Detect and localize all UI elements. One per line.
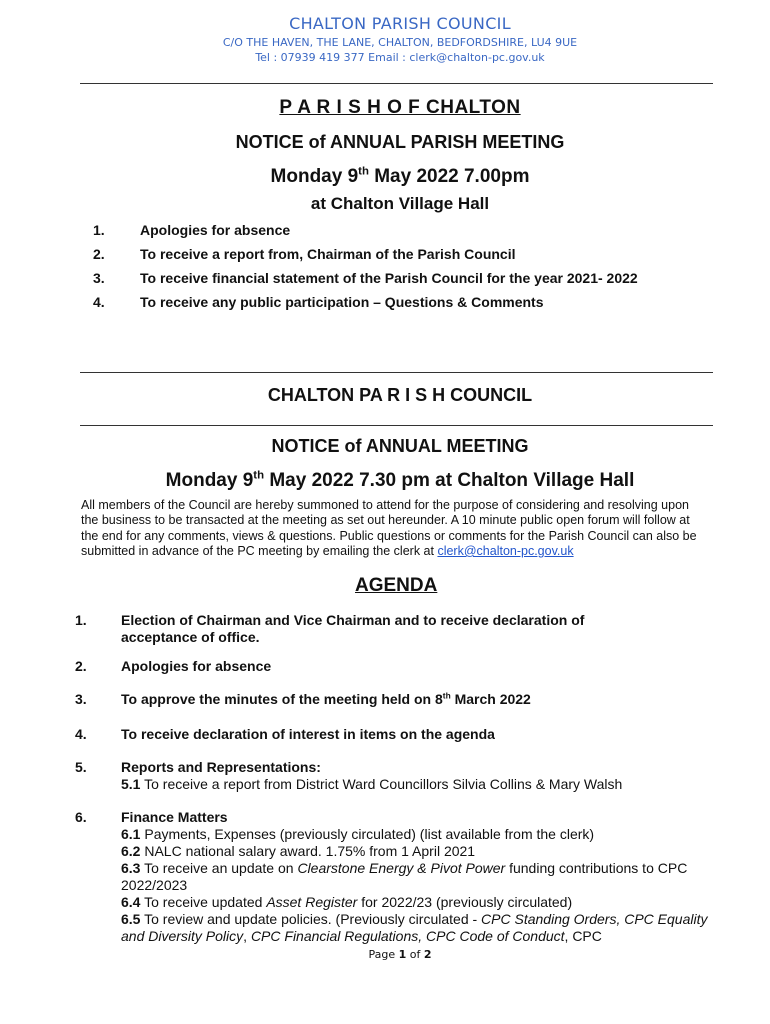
agenda-item-number: 3. [75,691,87,707]
section-divider [80,372,713,373]
agenda-item-number: 5. [75,759,87,775]
annual-meeting-title: NOTICE of ANNUAL MEETING [271,436,529,456]
agenda-item-3: To approve the minutes of the meeting held on 8th March 2022 [121,690,531,707]
agenda-item-6: Finance Matters 6.1 Payments, Expenses (previously circulated) (list available from the clerk) 6.2 NALC national salary award. 1.75% from 1 April 2021 6.3 To receive an update on Clearstone Energy & Pivot Power funding contributions to CPC 2022/2023 6.4 To receive updated Asset Register for 2022/23 (previously circulated) 6.5 To review and update policies. (Previously circulated - CPC Standing Orders, CPC Equality and Diversity Policy, CPC Financial Regulations, CPC Code of Conduct, CPC [121,809,708,944]
parish-meeting-venue: at Chalton Village Hall [310,194,490,213]
parish-title: P A R I S H O F CHALTON [279,97,521,118]
agenda-item-number: 4. [75,726,87,742]
header-divider [80,83,713,84]
clerk-email-link[interactable]: clerk@chalton-pc.gov.uk [437,543,574,558]
annual-parish-meeting-title: NOTICE of ANNUAL PARISH MEETING [235,132,565,152]
agenda-item-2: Apologies for absence [121,658,272,674]
agenda-item-number: 6. [75,809,87,825]
council-title: CHALTON PA R I S H COUNCIL [267,385,533,405]
council-address: C/O THE HAVEN, THE LANE, CHALTON, BEDFORDSHIRE, LU4 9UE [222,36,578,49]
agenda-item-number: 1. [75,612,87,628]
agenda-item-1: Election of Chairman and Vice Chairman and to receive declaration of acceptance of office. [121,612,585,645]
agenda-item-number: 2. [75,658,87,674]
council-header: CHALTON PARISH COUNCIL [289,14,511,33]
agenda-item-4: To receive declaration of interest in items on the agenda [121,726,495,742]
council-divider [80,425,713,426]
agenda-heading: AGENDA [355,575,438,596]
parish-meeting-date: Monday 9th May 2022 7.00pm [270,165,530,187]
agenda-item-5: Reports and Representations: 5.1 To receive a report from District Ward Councillors Silvia Collins & Mary Walsh [121,759,623,792]
council-contact: Tel : 07939 419 377 Email : clerk@chalton-pc.gov.uk [255,51,545,64]
page-number: Page 1 of 2 [368,948,432,961]
annual-meeting-date: Monday 9th May 2022 7.30 pm at Chalton Village Hall [165,469,635,491]
summons-paragraph: All members of the Council are hereby summoned to attend for the purpose of considering and resolving upon the business to be transacted at the meeting as set out hereunder. A 10 minute public open forum will follow at the end for any comments, views & questions. Public questions or comments for the Parish Council can also be submitted in advance of the PC meeting by emailing the clerk at clerk@chalton-pc.gov.uk [81,498,697,558]
